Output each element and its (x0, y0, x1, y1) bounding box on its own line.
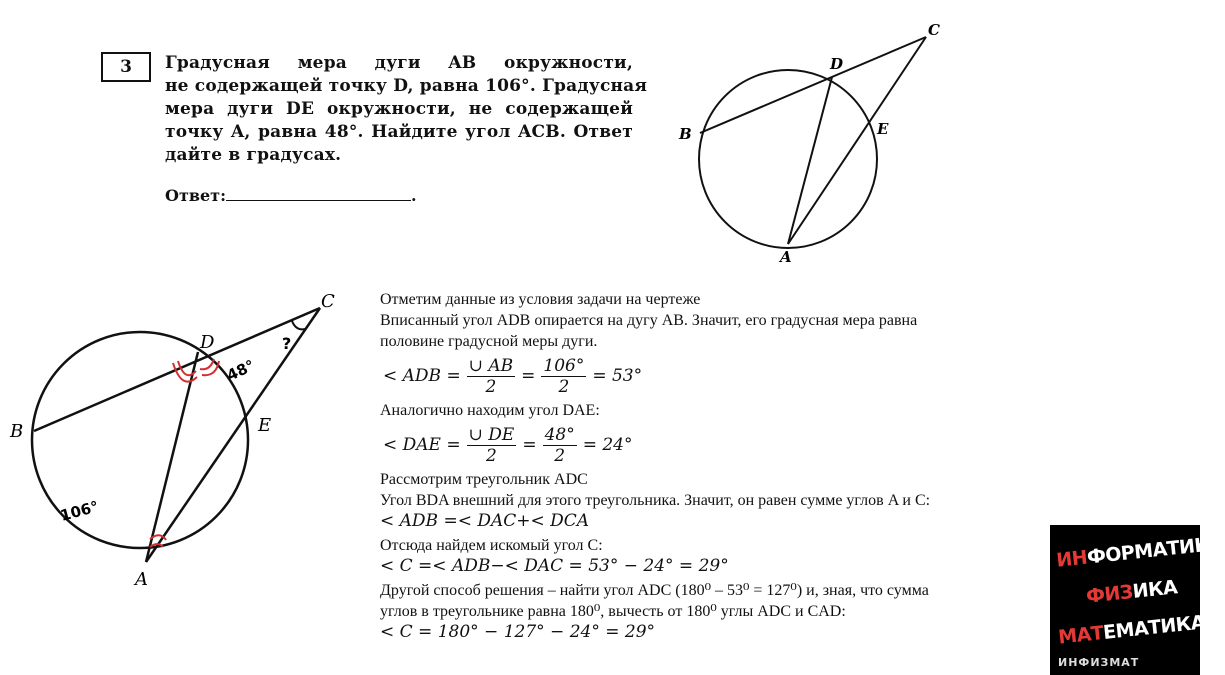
problem-text (165, 52, 648, 167)
segment-ac (788, 37, 926, 244)
problem-line: не содержащей точку D, равна 106°. Градусная (165, 76, 648, 96)
equation-angle-c: < C =< ADB−< DAC = 53° − 24° = 29° (380, 556, 729, 576)
denominator: 2 (485, 376, 497, 397)
arc-de-label: 48° (224, 356, 258, 385)
answer-blank (226, 186, 411, 201)
solution-line: половине градусной меры дуги. (380, 333, 598, 350)
answer-field (165, 186, 417, 205)
denominator: 2 (486, 445, 497, 466)
denominator: 2 (554, 445, 566, 466)
solution-line: углов в треугольнике равна 180⁰, вычесть от 180⁰ углы ADC и CAD: (380, 603, 846, 620)
logo-row-fizika: ФИЗИКА (1085, 576, 1179, 608)
solution-line: Угол BDA внешний для этого треугольника. Значит, он равен сумме углов A и C: (380, 492, 931, 509)
problem-figure (670, 15, 960, 270)
eq-rhs: = 53° (592, 365, 643, 386)
label-c: C (928, 21, 940, 39)
answer-end: . (410, 186, 417, 205)
equation-angle-c-alt: < C = 180° − 127° − 24° = 29° (380, 622, 656, 642)
infizmat-logo (1050, 525, 1225, 675)
solution-line: Другой способ решения – найти угол ADC (180⁰ – 53⁰ = 127⁰) и, зная, что сумма (380, 582, 929, 599)
fraction (464, 356, 518, 397)
numerator: ∪ DE (468, 424, 515, 445)
label-e: E (258, 415, 272, 436)
logo-row-informatika: ИНФОРМАТИКА (1055, 532, 1225, 572)
segment-ad (146, 352, 198, 562)
solution-line: Рассмотрим треугольник ADC (380, 471, 588, 488)
unknown-angle-label: ? (282, 334, 292, 353)
eq-lhs: < DAE = (383, 434, 461, 455)
logo-row-matematika: МАТЕМАТИКА (1057, 611, 1207, 649)
arc-ab-label: 106° (58, 497, 101, 525)
label-d: D (830, 55, 844, 73)
solution-line: Отсюда найдем искомый угол C: (380, 537, 603, 554)
label-a: A (780, 248, 792, 266)
answer-label: Ответ: (165, 186, 226, 205)
eq-rhs: = 24° (582, 434, 633, 455)
segment-ad (788, 77, 832, 244)
fraction (464, 425, 520, 466)
label-b: B (679, 125, 692, 143)
problem-line: дайте в градусах. (165, 145, 342, 165)
solution-line: Отметим данные из условия задачи на чертеже (380, 291, 701, 308)
numerator: ∪ AB (468, 355, 514, 376)
angle-mark-c (292, 321, 305, 329)
eq-lhs: < ADB = (383, 365, 461, 386)
fraction (538, 356, 589, 397)
solution-line: Аналогично находим угол DAE: (380, 402, 600, 419)
equation-adb (380, 352, 1080, 400)
solution (380, 289, 1080, 646)
solution-line: Вписанный угол ADB опирается на дугу AB. Значит, его градусная мера равна (380, 312, 918, 329)
label-b: B (10, 421, 24, 442)
logo-brand: ИНФИЗМАТ (1058, 656, 1140, 669)
problem-number: 3 (101, 52, 151, 82)
segment-bc (700, 37, 926, 133)
label-d: D (200, 332, 215, 353)
numerator: 48° (544, 424, 575, 445)
denominator: 2 (558, 376, 570, 397)
problem-line: точку A, равна 48°. Найдите угол ACB. Ответ (165, 122, 633, 142)
label-e: E (877, 120, 889, 138)
annotated-figure (0, 285, 345, 600)
label-a: A (135, 569, 148, 590)
eq-sign: = (522, 434, 537, 455)
problem-line: мера дуги DE окружности, не содержащей (165, 99, 633, 119)
equation-dae (380, 421, 1080, 469)
fraction (540, 425, 580, 466)
label-c: C (321, 291, 335, 312)
eq-sign: = (521, 365, 536, 386)
problem-line: Градусная мера дуги AB окружности, (165, 53, 633, 73)
equation-exterior-angle: < ADB =< DAC+< DCA (380, 511, 590, 531)
numerator: 106° (543, 355, 585, 376)
